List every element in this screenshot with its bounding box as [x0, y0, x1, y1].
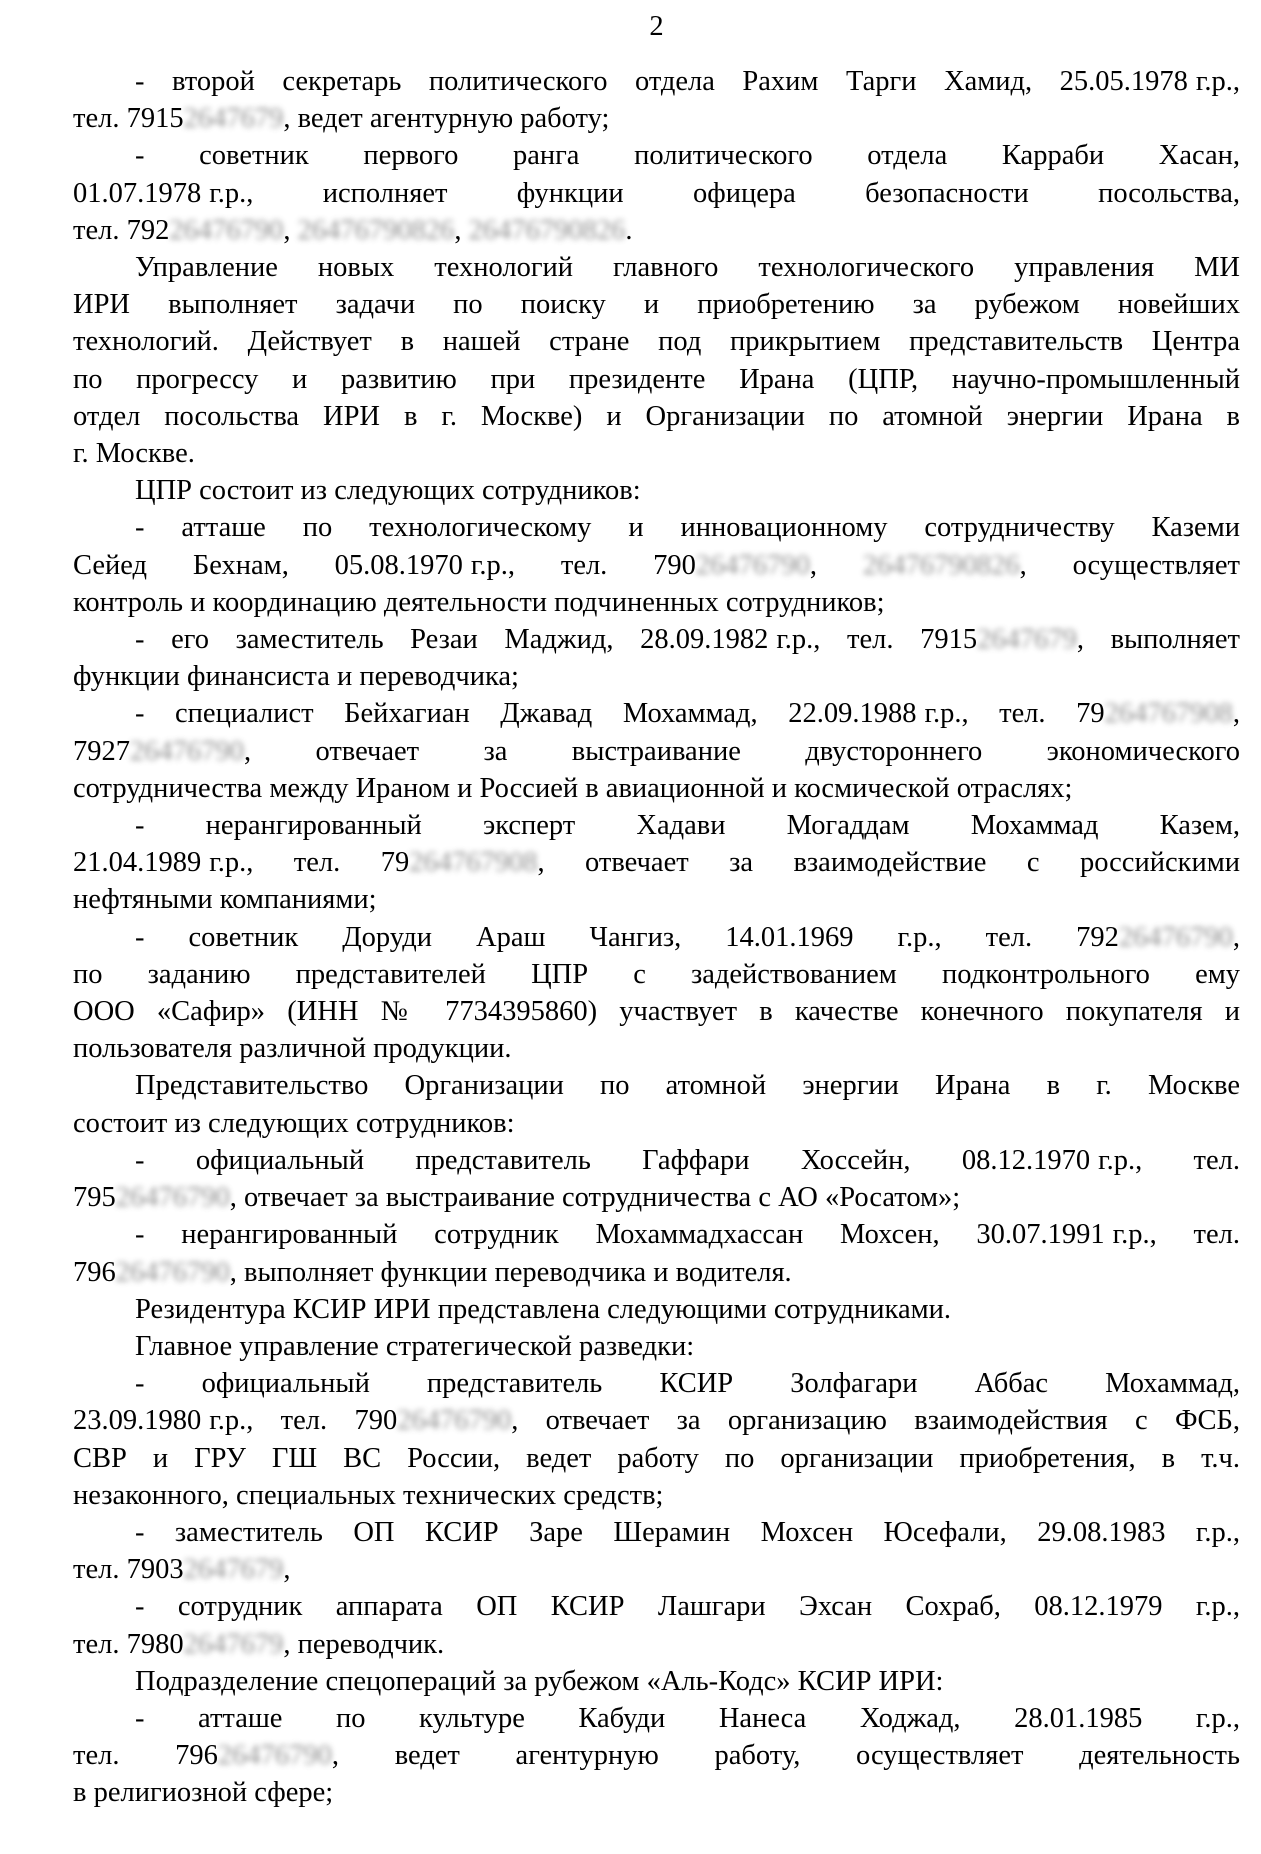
- text-line: - атташе по технологическому и инновационному сотрудничеству Каземи: [135, 512, 1240, 544]
- redacted-phone-digits: 26476790: [397, 1405, 512, 1437]
- page-number: 2: [649, 11, 664, 42]
- text-line: - официальный представитель КСИР Золфагари Аббас Мохаммад,: [135, 1368, 1240, 1400]
- text-line: ЦПР состоит из следующих сотрудников:: [135, 475, 641, 507]
- redacted-phone-digits: 26476790: [130, 735, 244, 767]
- text-line: тел. 79226476790, 26476790826, 26476790826.: [73, 214, 633, 246]
- redacted-phone-digits: 26476790826: [297, 214, 455, 246]
- text-line: незаконного, специальных технических средств;: [73, 1479, 664, 1511]
- redacted-phone-digits: 26476790: [115, 1182, 230, 1214]
- text-line: - специалист Бейхагиан Джавад Мохаммад, 22.09.1988 г.р., тел. 79264767908,: [135, 698, 1240, 730]
- text-line: 01.07.1978 г.р., исполняет функции офицера безопасности посольства,: [73, 177, 1240, 209]
- text-line: 21.04.1989 г.р., тел. 79264767908, отвечает за взаимодействие с российскими: [73, 847, 1240, 879]
- redacted-phone-digits: 2647679: [183, 103, 284, 135]
- text-line: 79526476790, отвечает за выстраивание сотрудничества с АО «Росатом»;: [73, 1182, 961, 1214]
- text-line: - атташе по культуре Кабуди Нанеса Ходжад, 28.01.1985 г.р.,: [135, 1702, 1240, 1734]
- text-line: отдел посольства ИРИ в г. Москве) и Организации по атомной энергии Ирана в: [73, 400, 1240, 432]
- text-line: контроль и координацию деятельности подчиненных сотрудников;: [73, 586, 885, 618]
- text-line: 792726476790, отвечает за выстраивание двустороннего экономического: [73, 735, 1240, 767]
- text-line: - нерангированный сотрудник Мохаммадхассан Мохсен, 30.07.1991 г.р., тел.: [135, 1219, 1240, 1251]
- redacted-phone-digits: 26476790: [169, 214, 284, 246]
- redacted-phone-digits: 26476790: [695, 549, 810, 581]
- redacted-phone-digits: 2647679: [977, 624, 1077, 656]
- text-line: Управление новых технологий главного технологического управления МИ: [135, 252, 1240, 284]
- text-line: ИРИ выполняет задачи по поиску и приобретению за рубежом новейших: [73, 289, 1240, 321]
- text-line: СВР и ГРУ ГШ ВС России, ведет работу по организации приобретения, в т.ч.: [73, 1442, 1240, 1474]
- document-body: [73, 63, 1240, 1812]
- text-line: Представительство Организации по атомной энергии Ирана в г. Москве: [135, 1070, 1240, 1102]
- redacted-phone-digits: 26476790826: [468, 214, 626, 246]
- text-line: Резидентура КСИР ИРИ представлена следующими сотрудниками.: [135, 1293, 952, 1325]
- redacted-phone-digits: 264767908: [1104, 698, 1233, 730]
- text-line: Сейед Бехнам, 05.08.1970 г.р., тел. 79026476790, 26476790826, осуществляет: [73, 549, 1240, 581]
- text-line: тел. 79032647679,: [73, 1554, 291, 1586]
- text-line: нефтяными компаниями;: [73, 884, 377, 916]
- text-line: - официальный представитель Гаффари Хоссейн, 08.12.1970 г.р., тел.: [135, 1144, 1240, 1176]
- text-line: технологий. Действует в нашей стране под прикрытием представительств Центра: [73, 326, 1240, 358]
- text-line: по заданию представителей ЦПР с задействованием подконтрольного ему: [73, 958, 1240, 990]
- redacted-phone-digits: 264767908: [409, 847, 538, 879]
- text-line: г. Москве.: [73, 438, 195, 470]
- text-line: пользователя различной продукции.: [73, 1033, 512, 1065]
- text-line: - второй секретарь политического отдела Рахим Тарги Хамид, 25.05.1978 г.р.,: [135, 66, 1240, 97]
- text-line: тел. 79626476790, ведет агентурную работу, осуществляет деятельность: [73, 1740, 1241, 1772]
- redacted-phone-digits: 26476790: [115, 1256, 230, 1288]
- text-line: - сотрудник аппарата ОП КСИР Лашгари Эхсан Сохраб, 08.12.1979 г.р.,: [135, 1591, 1240, 1623]
- text-line: Главное управление стратегической разведки:: [135, 1330, 695, 1362]
- text-line: - заместитель ОП КСИР Заре Шерамин Мохсен Юсефали, 29.08.1983 г.р.,: [135, 1516, 1240, 1548]
- text-line: - его заместитель Резаи Маджид, 28.09.1982 г.р., тел. 79152647679, выполняет: [135, 624, 1240, 656]
- redacted-phone-digits: 2647679: [183, 1628, 284, 1660]
- text-line: ООО «Сафир» (ИНН № 7734395860) участвует в качестве конечного покупателя и: [73, 996, 1240, 1028]
- redacted-phone-digits: 26476790826: [862, 549, 1020, 581]
- text-line: функции финансиста и переводчика;: [73, 661, 519, 693]
- text-line: 79626476790, выполняет функции переводчика и водителя.: [73, 1256, 792, 1288]
- text-line: в религиозной сфере;: [73, 1777, 334, 1809]
- text-line: сотрудничества между Ираном и Россией в авиационной и космической отраслях;: [73, 772, 1073, 804]
- text-line: тел. 79152647679, ведет агентурную работу;: [73, 103, 610, 135]
- redacted-phone-digits: 2647679: [183, 1554, 284, 1586]
- redacted-phone-digits: 26476790: [217, 1740, 332, 1772]
- redacted-phone-digits: 26476790: [1118, 921, 1233, 953]
- text-line: - советник первого ранга политического отдела Карраби Хасан,: [135, 140, 1240, 172]
- text-line: 23.09.1980 г.р., тел. 79026476790, отвечает за организацию взаимодействия с ФСБ,: [73, 1405, 1240, 1437]
- text-line: тел. 79802647679, переводчик.: [73, 1628, 445, 1660]
- text-line: - советник Доруди Араш Чангиз, 14.01.1969 г.р., тел. 79226476790,: [135, 921, 1240, 953]
- text-line: по прогрессу и развитию при президенте Ирана (ЦПР, научно-промышленный: [73, 363, 1240, 395]
- text-line: состоит из следующих сотрудников:: [73, 1107, 515, 1139]
- text-line: - нерангированный эксперт Хадави Могаддам Мохаммад Казем,: [135, 810, 1240, 842]
- text-line: Подразделение спецопераций за рубежом «Аль-Кодс» КСИР ИРИ:: [135, 1665, 944, 1697]
